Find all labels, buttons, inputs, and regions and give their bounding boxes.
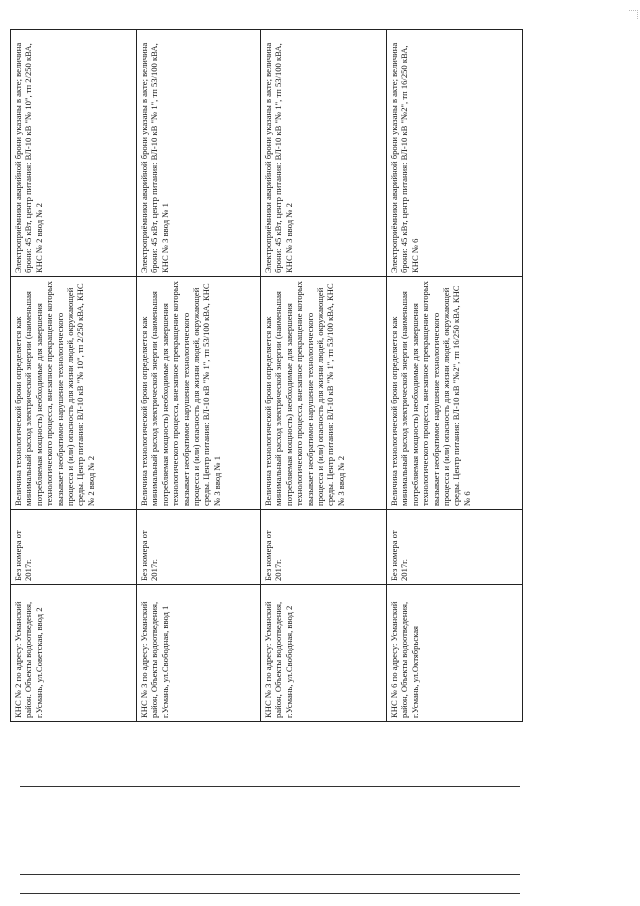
act-cell: Без номера от 2017г.	[11, 510, 137, 585]
electric-receivers-cell: Электроприёмники аварийной брони указаны в акте; величина брони: 45 кВт, центр питания: ВЛ-10 кВ "№2", тп 16/250 кВА, КНС № 6	[387, 30, 523, 277]
object-cell: КНС № 3 по адресу: Усманский район, Объекты водоотведения, г.Усмань, ул.Свободная, ввод 2	[261, 585, 387, 722]
reservation-table	[10, 29, 523, 722]
table-row	[387, 30, 523, 722]
object-cell: КНС № 3 по адресу: Усманский район, Объекты водоотведения, г.Усмань, ул.Свободная, ввод 1	[137, 585, 261, 722]
description-cell: Величина технологической брони определяется как минимальный расход электрической энергии (наименьшая потребляемая мощность) необходимые для завершения технологического процесса, внезапное прекращение которых вызывает необратимое нарушение технологического процесса и (или) опасность для жизни людей, окружающей среды. Центр питания: ВЛ-10 кВ "№ 1", тп 53/100 кВА, КНС № 3 ввод № 1	[137, 277, 261, 510]
object-cell: КНС № 6 по адресу: Усманский район, Объекты водоотведения, г.Усмань, ул.Октябрьская	[387, 585, 523, 722]
description-cell: Величина технологической брони определяется как минимальный расход электрической энергии (наименьшая потребляемая мощность) необходимые для завершения технологического процесса, внезапное прекращение которых вызывает необратимое нарушение технологического процесса и (или) опасность для жизни людей, окружающей среды. Центр питания: ВЛ-10 кВ "№ 10", тп 2/250 кВА, КНС № 2 ввод № 2	[11, 277, 137, 510]
signature-line	[20, 893, 520, 894]
signature-line	[20, 874, 520, 875]
act-cell: Без номера от 2017г.	[137, 510, 261, 585]
description-cell: Величина технологической брони определяется как минимальный расход электрической энергии (наименьшая потребляемая мощность) необходимые для завершения технологического процесса, внезапное прекращение которых вызывает необратимое нарушение технологического процесса и (или) опасность для жизни людей, окружающей среды. Центр питания: ВЛ-10 кВ "№ 1", тп 53/100 кВА, КНС № 3 ввод № 2	[261, 277, 387, 510]
table-row	[137, 30, 261, 722]
object-cell: КНС № 2 по адресу: Усманский район. Объекты водоотведения, г.Усмань, ул.Советская, ввод 2	[11, 585, 137, 722]
rotated-table-wrapper	[10, 30, 522, 722]
description-cell: Величина технологической брони определяется как минимальный расход электрической энергии (наименьшая потребляемая мощность) необходимые для завершения технологического процесса, внезапное прекращение которых вызывает необратимое нарушение технологического процесса и (или) опасность для жизни людей, окружающей среды. Центр питания: ВЛ-10 кВ "№2", тп 16/250 кВА, КНС № 6	[387, 277, 523, 510]
electric-receivers-cell: Электроприёмники аварийной брони указаны в акте; величина брони: 45 кВт, центр питания: ВЛ-10 кВ "№ 1", тп 53/100 кВА, КНС № 3 ввод № 2	[261, 30, 387, 277]
signature-line	[20, 786, 520, 787]
act-cell: Без номера от 2017г.	[387, 510, 523, 585]
scan-corner-mark	[629, 10, 638, 19]
table-row	[261, 30, 387, 722]
table-row	[11, 30, 137, 722]
act-cell: Без номера от 2017г.	[261, 510, 387, 585]
electric-receivers-cell: Электроприёмники аварийной брони указаны в акте; величина брони: 45 кВт, центр питания: ВЛ-10 кВ "№ 1", тп 53/100 кВА, КНС № 3 ввод № 1	[137, 30, 261, 277]
electric-receivers-cell: Электроприёмники аварийной брони указаны в акте; величина брони: 45 кВт, центр питания: ВЛ-10 кВ "№ 10", тп 2/250 кВА, КНС № 2 ввод № 2	[11, 30, 137, 277]
